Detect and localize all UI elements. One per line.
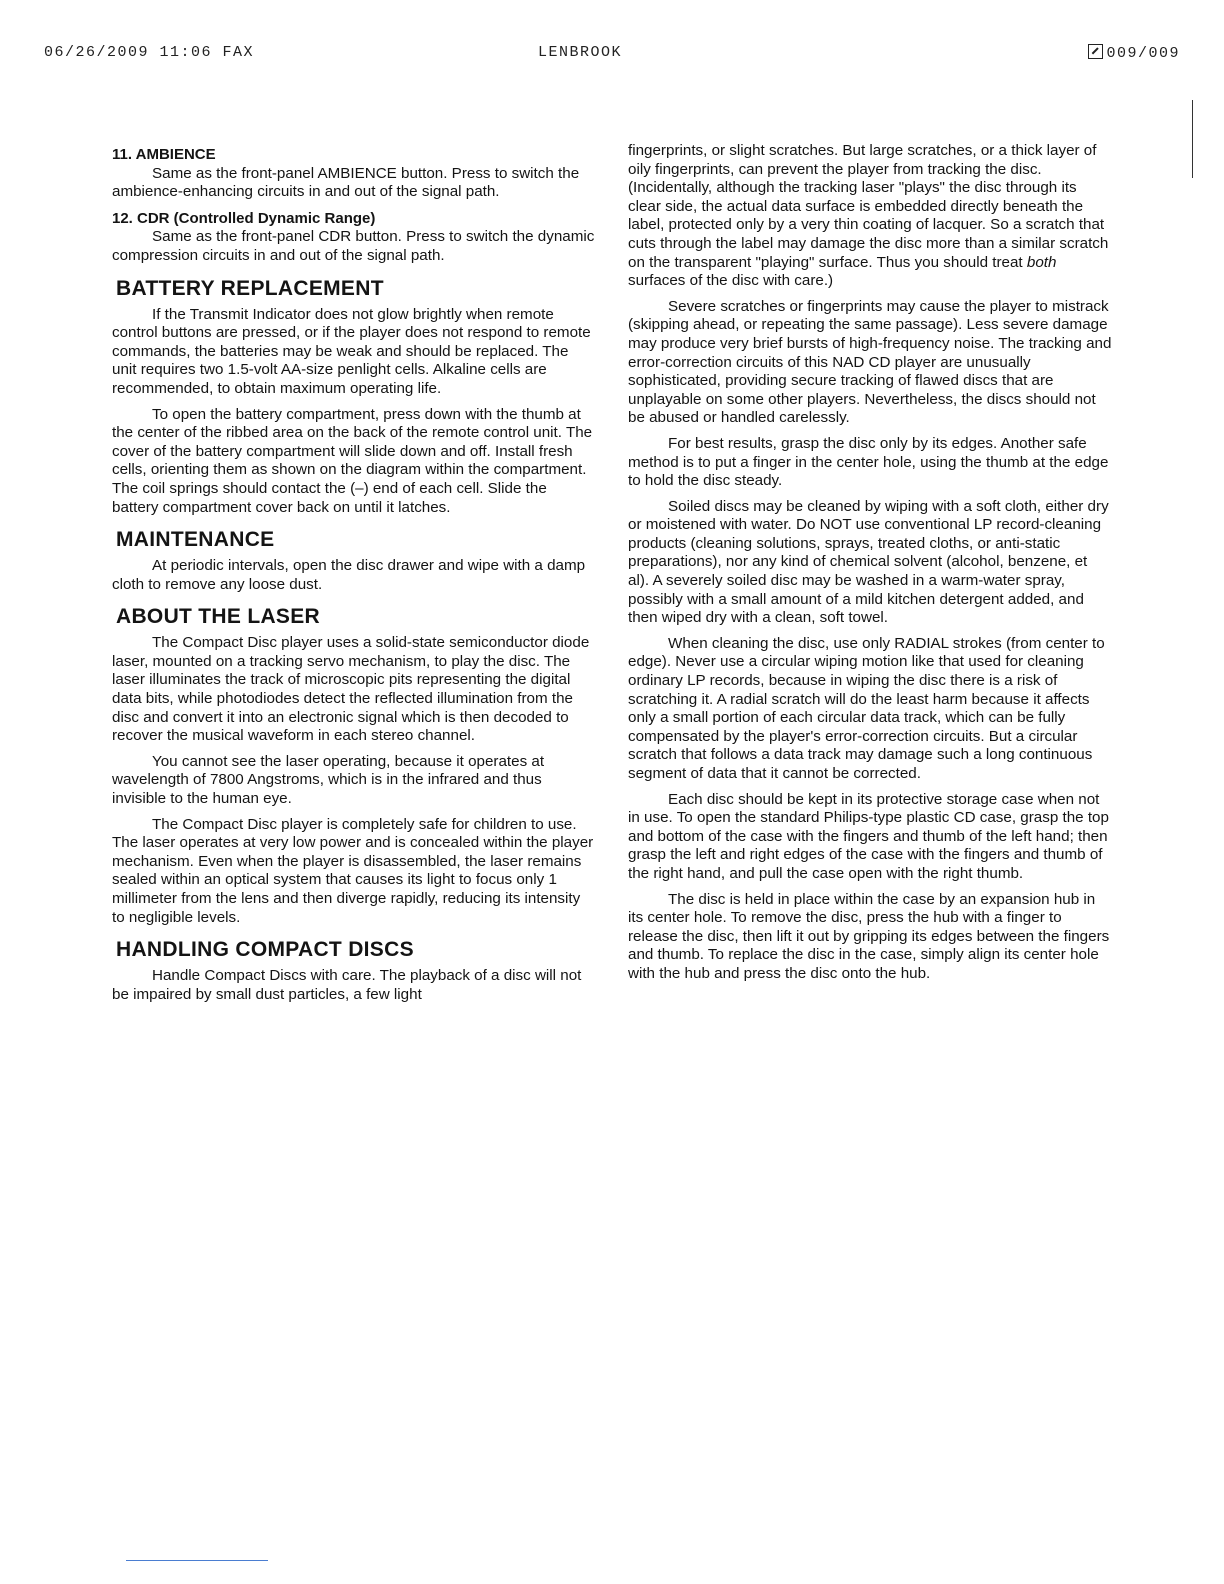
- handling-cont-emphasis: both: [1026, 253, 1057, 271]
- handling-cont-text-b: surfaces of the disc with care.): [628, 272, 834, 290]
- maintenance-heading: MAINTENANCE: [116, 528, 275, 552]
- fax-datetime: 06/26/2009 11:06 FAX: [44, 44, 255, 61]
- handling-paragraph-7: The disc is held in place within the case by an expansion hub in its center hole. To remove the disc, press the hub with a finger to release the disc, then lift it out by gripping its edges between the fingers and thumb. To replace the disc in the case, simply align its center hole with the hub and press the disc onto the hub.: [628, 890, 1110, 982]
- laser-paragraph-2: You cannot see the laser operating, because it operates at wavelength of 7800 Angstroms, which is in the infrared and thus invisible to the human eye.: [112, 752, 545, 808]
- fax-header: [44, 44, 1180, 66]
- handling-paragraph-1-continued: [628, 142, 1112, 291]
- laser-paragraph-3: The Compact Disc player is completely safe for children to use. The laser operates at very low power and is concealed within the player mechanism. Even when the player is disassembled, the laser remains sealed within an optical system that causes its light to focus only 1 millimeter from the lens and then diverge rapidly, reducing its intensity to negligible levels.: [112, 815, 594, 926]
- handling-paragraph-1: Handle Compact Discs with care. The playback of a disc will not be impaired by small dust particles, a few light: [112, 967, 582, 1003]
- about-laser-heading: ABOUT THE LASER: [116, 605, 320, 629]
- laser-paragraph-1: The Compact Disc player uses a solid-state semiconductor diode laser, mounted on a tracking servo mechanism, to play the disc. The laser illuminates the track of microscopic pits representing the digital data bits, while photodiodes detect the reflected illumination from the disc and convert it into an electronic signal which is then decoded to recover the musical waveform in each stereo channel.: [112, 634, 590, 745]
- handling-paragraph-3: For best results, grasp the disc only by its edges. Another safe method is to put a finger in the center hole, using the thumb at the edge to hold the disc steady.: [628, 434, 1109, 490]
- battery-paragraph-1: If the Transmit Indicator does not glow brightly when remote control buttons are pressed, or if the player does not respond to remote commands, the batteries may be weak and should be replaced. The unit requires two 1.5-volt AA-size penlight cells. Alkaline cells are recommended, to obtain maximum operating life.: [112, 305, 591, 397]
- fax-page-number: [1088, 44, 1180, 62]
- section-11-text: Same as the front-panel AMBIENCE button. Press to switch the ambience-enhancing circuits in and out of the signal path.: [112, 164, 580, 201]
- section-12-text: Same as the front-panel CDR button. Press to switch the dynamic compression circuits in and out of the signal path.: [112, 228, 595, 264]
- handling-cont-text-a: fingerprints, or slight scratches. But large scratches, or a thick layer of oily fingerprints, can prevent the player from tracking the disc. (Incidentally, although the tracking laser "plays" the disc through its clear side, the actual data surface is embedded directly beneath the label, protected only by a very thin coating of lacquer. So a scratch that cuts through the label may damage the disc more than a similar scratch on the transparent "playing" surface. Thus you should treat: [628, 142, 1109, 271]
- scan-margin-line: [1192, 100, 1193, 178]
- handling-paragraph-2: Severe scratches or fingerprints may cause the player to mistrack (skipping ahead, or repeating the same passage). Less severe damage may produce very brief bursts of high-frequency noise. The tracking and error-correction circuits of this NAD CD player are unusually sophisticated, providing secure tracking of flawed discs that are unplayable on some other players. Nevertheless, the discs should not be abused or handled carelessly.: [628, 297, 1112, 427]
- fax-page-text: 009/009: [1106, 45, 1180, 62]
- bottom-rule-line: [126, 1560, 268, 1561]
- fax-sender: LENBROOK: [538, 44, 623, 61]
- handling-discs-heading: HANDLING COMPACT DISCS: [116, 938, 414, 962]
- battery-replacement-heading: BATTERY REPLACEMENT: [116, 276, 384, 300]
- right-column: [628, 142, 1112, 991]
- fax-page-icon: [1088, 44, 1103, 59]
- handling-paragraph-5: When cleaning the disc, use only RADIAL strokes (from center to edge). Never use a circular wiping motion like that used for cleaning ordinary LP records, because in wiping the disc there is a risk of scratching it. A radial scratch will do the least harm because it affects only a small portion of each circular data track, which can be fully compensated by the player's error-correction circuits. But a circular scratch that follows a data track may damage such a long continuous segment of data that it cannot be corrected.: [628, 634, 1105, 782]
- maintenance-paragraph: At periodic intervals, open the disc drawer and wipe with a damp cloth to remove any loose dust.: [112, 557, 586, 593]
- section-12-heading: 12. CDR (Controlled Dynamic Range): [112, 209, 376, 227]
- handling-paragraph-6: Each disc should be kept in its protective storage case when not in use. To open the standard Philips-type plastic CD case, grasp the top and bottom of the case with the fingers and thumb of the left hand; then grasp the left and right edges of the case with the fingers and thumb of the right hand, and pull the case open with the right thumb.: [628, 790, 1109, 882]
- handling-paragraph-4: Soiled discs may be cleaned by wiping with a soft cloth, either dry or moistened with water. Do NOT use conventional LP record-cleaning products (cleaning solutions, sprays, treated cloths, or anti-static preparations), nor any kind of chemical solvent (alcohol, benzene, et al). A severely soiled disc may be washed in a warm-water spray, possibly with a small amount of a mild kitchen detergent added, and then wiped dry with a clean, soft towel.: [628, 497, 1109, 627]
- left-column: [112, 142, 596, 1011]
- battery-paragraph-2: To open the battery compartment, press down with the thumb at the center of the ribbed area on the back of the remote control unit. The cover of the battery compartment will slide down and off. Install fresh cells, orienting them as shown on the diagram within the compartment. The coil springs should contact the (–) end of each cell. Slide the battery compartment cover back on until it latches.: [112, 405, 593, 516]
- section-11-heading: 11. AMBIENCE: [112, 146, 216, 163]
